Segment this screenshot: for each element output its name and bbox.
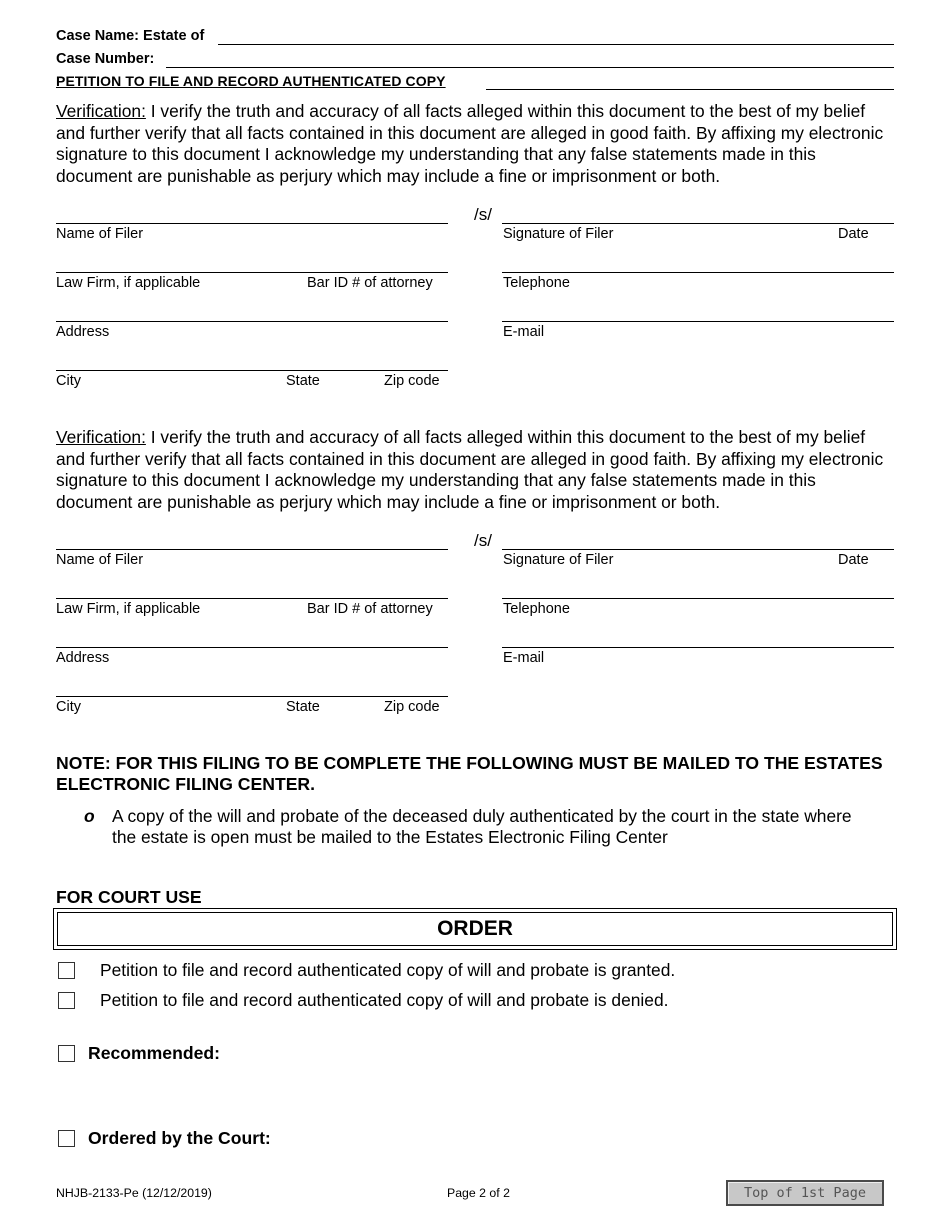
- denied-checkbox[interactable]: [58, 992, 75, 1009]
- signature-field[interactable]: [502, 549, 894, 550]
- law-firm-field[interactable]: [56, 272, 448, 273]
- court-use-heading: FOR COURT USE: [56, 887, 202, 907]
- sig-prefix: /s/: [474, 531, 492, 550]
- case-number-field[interactable]: [166, 67, 894, 68]
- address-field[interactable]: [56, 321, 448, 322]
- order-box-inner: [57, 912, 893, 946]
- name-of-filer-field[interactable]: [56, 223, 448, 224]
- verification-label: Verification:: [56, 101, 146, 121]
- zip-label: Zip code: [384, 373, 440, 389]
- top-of-first-page-button[interactable]: Top of 1st Page: [726, 1180, 884, 1206]
- city-state-zip-field[interactable]: [56, 370, 448, 371]
- mailing-note: NOTE: FOR THIS FILING TO BE COMPLETE THE FOLLOWING MUST BE MAILED TO THE ESTATES ELECTRONIC FILING CENTER.: [56, 753, 883, 794]
- verification-paragraph-1: [56, 101, 896, 187]
- bullet-icon: o: [84, 806, 95, 826]
- verification-text: I verify the truth and accuracy of all facts alleged within this document to the best of my belief and further verify that all facts contained in this document are alleged in good faith. By affixing my electronic signature to this document I acknowledge my understanding that any false statements made in this document are punishable as perjury which may include a fine or imprisonment or both.: [56, 101, 884, 186]
- case-number-label: Case Number:: [56, 51, 155, 67]
- address-label: Address: [56, 324, 110, 340]
- signature-label: Signature of Filer: [503, 552, 614, 568]
- recommended-checkbox[interactable]: [58, 1045, 75, 1062]
- telephone-label: Telephone: [503, 601, 570, 617]
- state-label: State: [286, 699, 320, 715]
- address-label: Address: [56, 650, 110, 666]
- email-field[interactable]: [502, 321, 894, 322]
- city-state-zip-field[interactable]: [56, 696, 448, 697]
- city-label: City: [56, 699, 81, 715]
- date-label: Date: [838, 552, 869, 568]
- bar-id-label: Bar ID # of attorney: [307, 601, 433, 617]
- law-firm-label: Law Firm, if applicable: [56, 275, 201, 291]
- zip-label: Zip code: [384, 699, 440, 715]
- page-number: Page 2 of 2: [447, 1186, 510, 1200]
- granted-checkbox[interactable]: [58, 962, 75, 979]
- sig-prefix: /s/: [474, 205, 492, 224]
- bar-id-label: Bar ID # of attorney: [307, 275, 433, 291]
- email-field[interactable]: [502, 647, 894, 648]
- email-label: E-mail: [503, 324, 545, 340]
- signature-label: Signature of Filer: [503, 226, 614, 242]
- form-id: NHJB-2133-Pe (12/12/2019): [56, 1186, 212, 1200]
- note-bullet-text: A copy of the will and probate of the deceased duly authenticated by the court in the state where the estate is open must be mailed to the Estates Electronic Filing Center: [112, 806, 852, 847]
- city-label: City: [56, 373, 81, 389]
- telephone-field[interactable]: [502, 598, 894, 599]
- law-firm-label: Law Firm, if applicable: [56, 601, 201, 617]
- recommended-label: Recommended:: [88, 1043, 220, 1063]
- order-title: ORDER: [437, 917, 513, 940]
- name-of-filer-label: Name of Filer: [56, 552, 144, 568]
- state-label: State: [286, 373, 320, 389]
- case-name-field[interactable]: [218, 44, 894, 45]
- telephone-field[interactable]: [502, 272, 894, 273]
- granted-label: Petition to file and record authenticated copy of will and probate is granted.: [100, 960, 676, 980]
- address-field[interactable]: [56, 647, 448, 648]
- verification-text: I verify the truth and accuracy of all facts alleged within this document to the best of my belief and further verify that all facts contained in this document are alleged in good faith. By affixing my electronic signature to this document I acknowledge my understanding that any false statements made in this document are punishable as perjury which may include a fine or imprisonment or both.: [56, 427, 884, 512]
- title-rule: [486, 89, 894, 90]
- law-firm-field[interactable]: [56, 598, 448, 599]
- form-title: PETITION TO FILE AND RECORD AUTHENTICATED COPY: [56, 73, 446, 89]
- verification-label: Verification:: [56, 427, 146, 447]
- verification-paragraph-2: [56, 427, 896, 513]
- email-label: E-mail: [503, 650, 545, 666]
- case-name-label: Case Name: Estate of: [56, 28, 205, 44]
- denied-label: Petition to file and record authenticated copy of will and probate is denied.: [100, 990, 669, 1010]
- signature-field[interactable]: [502, 223, 894, 224]
- name-of-filer-field[interactable]: [56, 549, 448, 550]
- ordered-label: Ordered by the Court:: [88, 1128, 271, 1148]
- order-box: [53, 908, 897, 950]
- telephone-label: Telephone: [503, 275, 570, 291]
- ordered-checkbox[interactable]: [58, 1130, 75, 1147]
- date-label: Date: [838, 226, 869, 242]
- name-of-filer-label: Name of Filer: [56, 226, 144, 242]
